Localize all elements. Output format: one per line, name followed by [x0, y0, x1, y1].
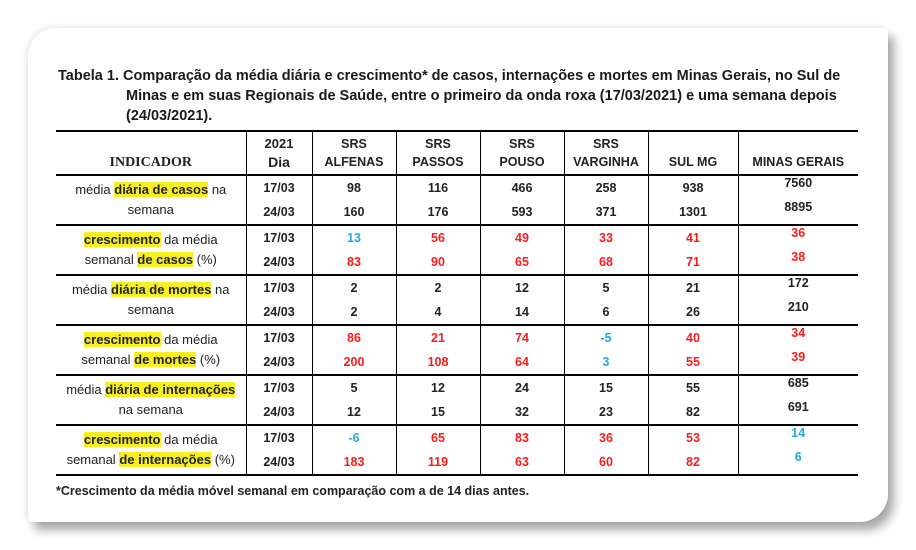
header-col-l2: POUSO — [499, 155, 545, 169]
value-cell: 21 — [396, 325, 480, 350]
date-cell: 24/03 — [246, 200, 312, 225]
value-cell: 65 — [396, 425, 480, 450]
value-cell: 68 — [564, 250, 648, 275]
value-cell: 55 — [648, 350, 738, 375]
indicator-text: (%) — [193, 252, 217, 267]
value-cell: 71 — [648, 250, 738, 275]
indicator-text: semana — [127, 202, 174, 217]
value-cell: 53 — [648, 425, 738, 450]
indicator-text: na — [211, 282, 230, 297]
table-row — [56, 425, 858, 450]
date-cell: 24/03 — [246, 400, 312, 425]
value-cell: 466 — [480, 175, 564, 200]
date-cell: 24/03 — [246, 450, 312, 475]
value-cell: 56 — [396, 225, 480, 250]
date-cell: 24/03 — [246, 350, 312, 375]
header-col-l2: PASSOS — [412, 155, 464, 169]
value-cell: 82 — [648, 400, 738, 425]
value-cell: 82 — [648, 450, 738, 475]
indicator-text: (%) — [211, 452, 235, 467]
value-cell: 39 — [738, 350, 858, 375]
value-cell: 938 — [648, 175, 738, 200]
value-cell: 15 — [396, 400, 480, 425]
value-cell: 49 — [480, 225, 564, 250]
indicator-highlight: de mortes — [134, 352, 197, 367]
value-cell: 7560 — [738, 175, 858, 200]
date-cell: 17/03 — [246, 225, 312, 250]
value-cell: 176 — [396, 200, 480, 225]
indicator-highlight: de internações — [119, 452, 212, 467]
value-cell: 83 — [312, 250, 396, 275]
value-cell: 3 — [564, 350, 648, 375]
table-caption — [58, 66, 858, 126]
value-cell: 200 — [312, 350, 396, 375]
caption-line-3: (24/03/2021). — [126, 108, 213, 124]
header-col-pouso — [480, 131, 564, 175]
value-cell: 32 — [480, 400, 564, 425]
value-cell: 23 — [564, 400, 648, 425]
value-cell: 60 — [564, 450, 648, 475]
value-cell: 65 — [480, 250, 564, 275]
date-cell: 17/03 — [246, 425, 312, 450]
header-col-l1: SRS — [341, 137, 367, 151]
indicator-cell — [56, 375, 246, 425]
value-cell: 172 — [738, 275, 858, 300]
value-cell: 14 — [738, 425, 858, 450]
value-cell: -6 — [312, 425, 396, 450]
value-cell: 24 — [480, 375, 564, 400]
value-cell: 210 — [738, 300, 858, 325]
value-cell: 8895 — [738, 200, 858, 225]
value-cell: 74 — [480, 325, 564, 350]
header-col-varginha — [564, 131, 648, 175]
indicator-cell — [56, 175, 246, 225]
indicator-text: semanal — [81, 352, 135, 367]
header-col-l2: ALFENAS — [324, 155, 384, 169]
indicator-cell — [56, 325, 246, 375]
value-cell: 90 — [396, 250, 480, 275]
header-dia: Dia — [268, 153, 290, 170]
header-col-minas-gerais — [738, 131, 858, 175]
value-cell: 4 — [396, 300, 480, 325]
value-cell: 2 — [312, 300, 396, 325]
value-cell: 2 — [396, 275, 480, 300]
value-cell: 258 — [564, 175, 648, 200]
date-cell: 17/03 — [246, 375, 312, 400]
header-col-passos — [396, 131, 480, 175]
value-cell: 160 — [312, 200, 396, 225]
header-day — [246, 131, 312, 175]
indicator-cell — [56, 275, 246, 325]
value-cell: 6 — [564, 300, 648, 325]
value-cell: 40 — [648, 325, 738, 350]
indicator-text: da média — [160, 332, 218, 347]
value-cell: 36 — [738, 225, 858, 250]
indicator-text: média — [66, 382, 106, 397]
caption-line-1: Tabela 1. Comparação da média diária e crescimento* de casos, internações e mortes em Minas Gerais, no Sul de — [58, 68, 841, 84]
header-col-sul-mg — [648, 131, 738, 175]
indicator-highlight: crescimento — [83, 332, 161, 347]
value-cell: 183 — [312, 450, 396, 475]
table-row — [56, 275, 858, 300]
value-cell: 41 — [648, 225, 738, 250]
value-cell: 15 — [564, 375, 648, 400]
value-cell: 13 — [312, 225, 396, 250]
value-cell: 12 — [312, 400, 396, 425]
indicator-text: média — [71, 282, 111, 297]
indicator-highlight: de casos — [137, 252, 194, 267]
value-cell: 6 — [738, 450, 858, 475]
header-col-alfenas — [312, 131, 396, 175]
date-cell: 17/03 — [246, 175, 312, 200]
indicator-text: média — [75, 182, 115, 197]
indicator-highlight: diária de mortes — [111, 282, 212, 297]
value-cell: 593 — [480, 200, 564, 225]
table-row — [56, 325, 858, 350]
indicator-text: da média — [160, 232, 218, 247]
data-table — [56, 130, 858, 476]
indicator-highlight: crescimento — [83, 232, 161, 247]
value-cell: 5 — [312, 375, 396, 400]
value-cell: 64 — [480, 350, 564, 375]
indicator-text: da média — [160, 432, 218, 447]
value-cell: 55 — [648, 375, 738, 400]
header-col-l2: SUL MG — [668, 155, 718, 169]
header-year: 2021 — [264, 135, 294, 151]
value-cell: 691 — [738, 400, 858, 425]
value-cell: 33 — [564, 225, 648, 250]
indicator-text: semana — [127, 302, 174, 317]
indicator-text: (%) — [196, 352, 221, 367]
caption-line-2: Minas e em suas Regionais de Saúde, entre o primeiro da onda roxa (17/03/2021) e uma semana depois — [126, 88, 837, 104]
indicator-highlight: crescimento — [83, 432, 161, 447]
value-cell: 26 — [648, 300, 738, 325]
indicator-highlight: diária de casos — [114, 182, 209, 197]
indicator-text: na semana — [118, 402, 183, 417]
indicator-text: semanal — [84, 252, 138, 267]
value-cell: 38 — [738, 250, 858, 275]
value-cell: 36 — [564, 425, 648, 450]
footnote: *Crescimento da média móvel semanal em comparação com a de 14 dias antes. — [56, 484, 530, 498]
indicator-highlight: diária de internações — [105, 382, 236, 397]
value-cell: 116 — [396, 175, 480, 200]
value-cell: 2 — [312, 275, 396, 300]
header-row — [56, 131, 858, 175]
header-col-l1: SRS — [425, 137, 451, 151]
date-cell: 24/03 — [246, 250, 312, 275]
value-cell: 119 — [396, 450, 480, 475]
value-cell: 371 — [564, 200, 648, 225]
table-row — [56, 225, 858, 250]
value-cell: -5 — [564, 325, 648, 350]
value-cell: 5 — [564, 275, 648, 300]
header-indicador: INDICADOR — [56, 131, 246, 175]
value-cell: 12 — [396, 375, 480, 400]
value-cell: 34 — [738, 325, 858, 350]
indicator-cell — [56, 425, 246, 475]
table-body — [56, 175, 858, 475]
header-col-l2: VARGINHA — [573, 155, 639, 169]
value-cell: 86 — [312, 325, 396, 350]
value-cell: 98 — [312, 175, 396, 200]
value-cell: 14 — [480, 300, 564, 325]
date-cell: 17/03 — [246, 325, 312, 350]
header-col-l1: SRS — [509, 137, 535, 151]
header-col-l1: SRS — [593, 137, 619, 151]
value-cell: 63 — [480, 450, 564, 475]
indicator-text: na — [208, 182, 227, 197]
value-cell: 12 — [480, 275, 564, 300]
value-cell: 1301 — [648, 200, 738, 225]
value-cell: 685 — [738, 375, 858, 400]
value-cell: 83 — [480, 425, 564, 450]
value-cell: 108 — [396, 350, 480, 375]
date-cell: 24/03 — [246, 300, 312, 325]
table-row — [56, 175, 858, 200]
header-col-l2: MINAS GERAIS — [752, 155, 845, 169]
indicator-text: semanal — [66, 452, 120, 467]
table-row — [56, 375, 858, 400]
date-cell: 17/03 — [246, 275, 312, 300]
value-cell: 21 — [648, 275, 738, 300]
indicator-cell — [56, 225, 246, 275]
